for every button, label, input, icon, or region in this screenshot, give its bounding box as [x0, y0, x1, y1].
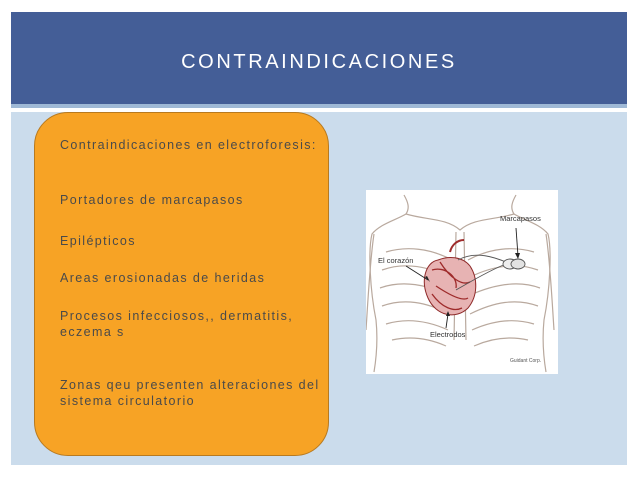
bullet-epileptics: Epilépticos [60, 234, 136, 248]
bullet-pacemakers: Portadores de marcapasos [60, 193, 244, 207]
bullet-wounds: Areas erosionadas de heridas [60, 271, 266, 285]
contraindications-box [34, 112, 329, 456]
image-credit: Guidant Corp. [510, 358, 542, 364]
bullet-circulatory: Zonas qeu presenten alteraciones del sistema circulatorio [60, 378, 320, 408]
label-electrodes: Electrodos [430, 330, 466, 339]
pacemaker-illustration [366, 190, 558, 374]
bullet-infections: Procesos infecciosos,, dermatitis, eczema s [60, 309, 294, 339]
label-pacemaker: Marcapasos [500, 214, 541, 223]
label-heart: El corazón [378, 256, 414, 265]
title-underline [11, 104, 627, 108]
slide-title: CONTRAINDICACIONES [181, 51, 457, 73]
bullet-intro: Contraindicaciones en electroforesis: [60, 138, 317, 152]
